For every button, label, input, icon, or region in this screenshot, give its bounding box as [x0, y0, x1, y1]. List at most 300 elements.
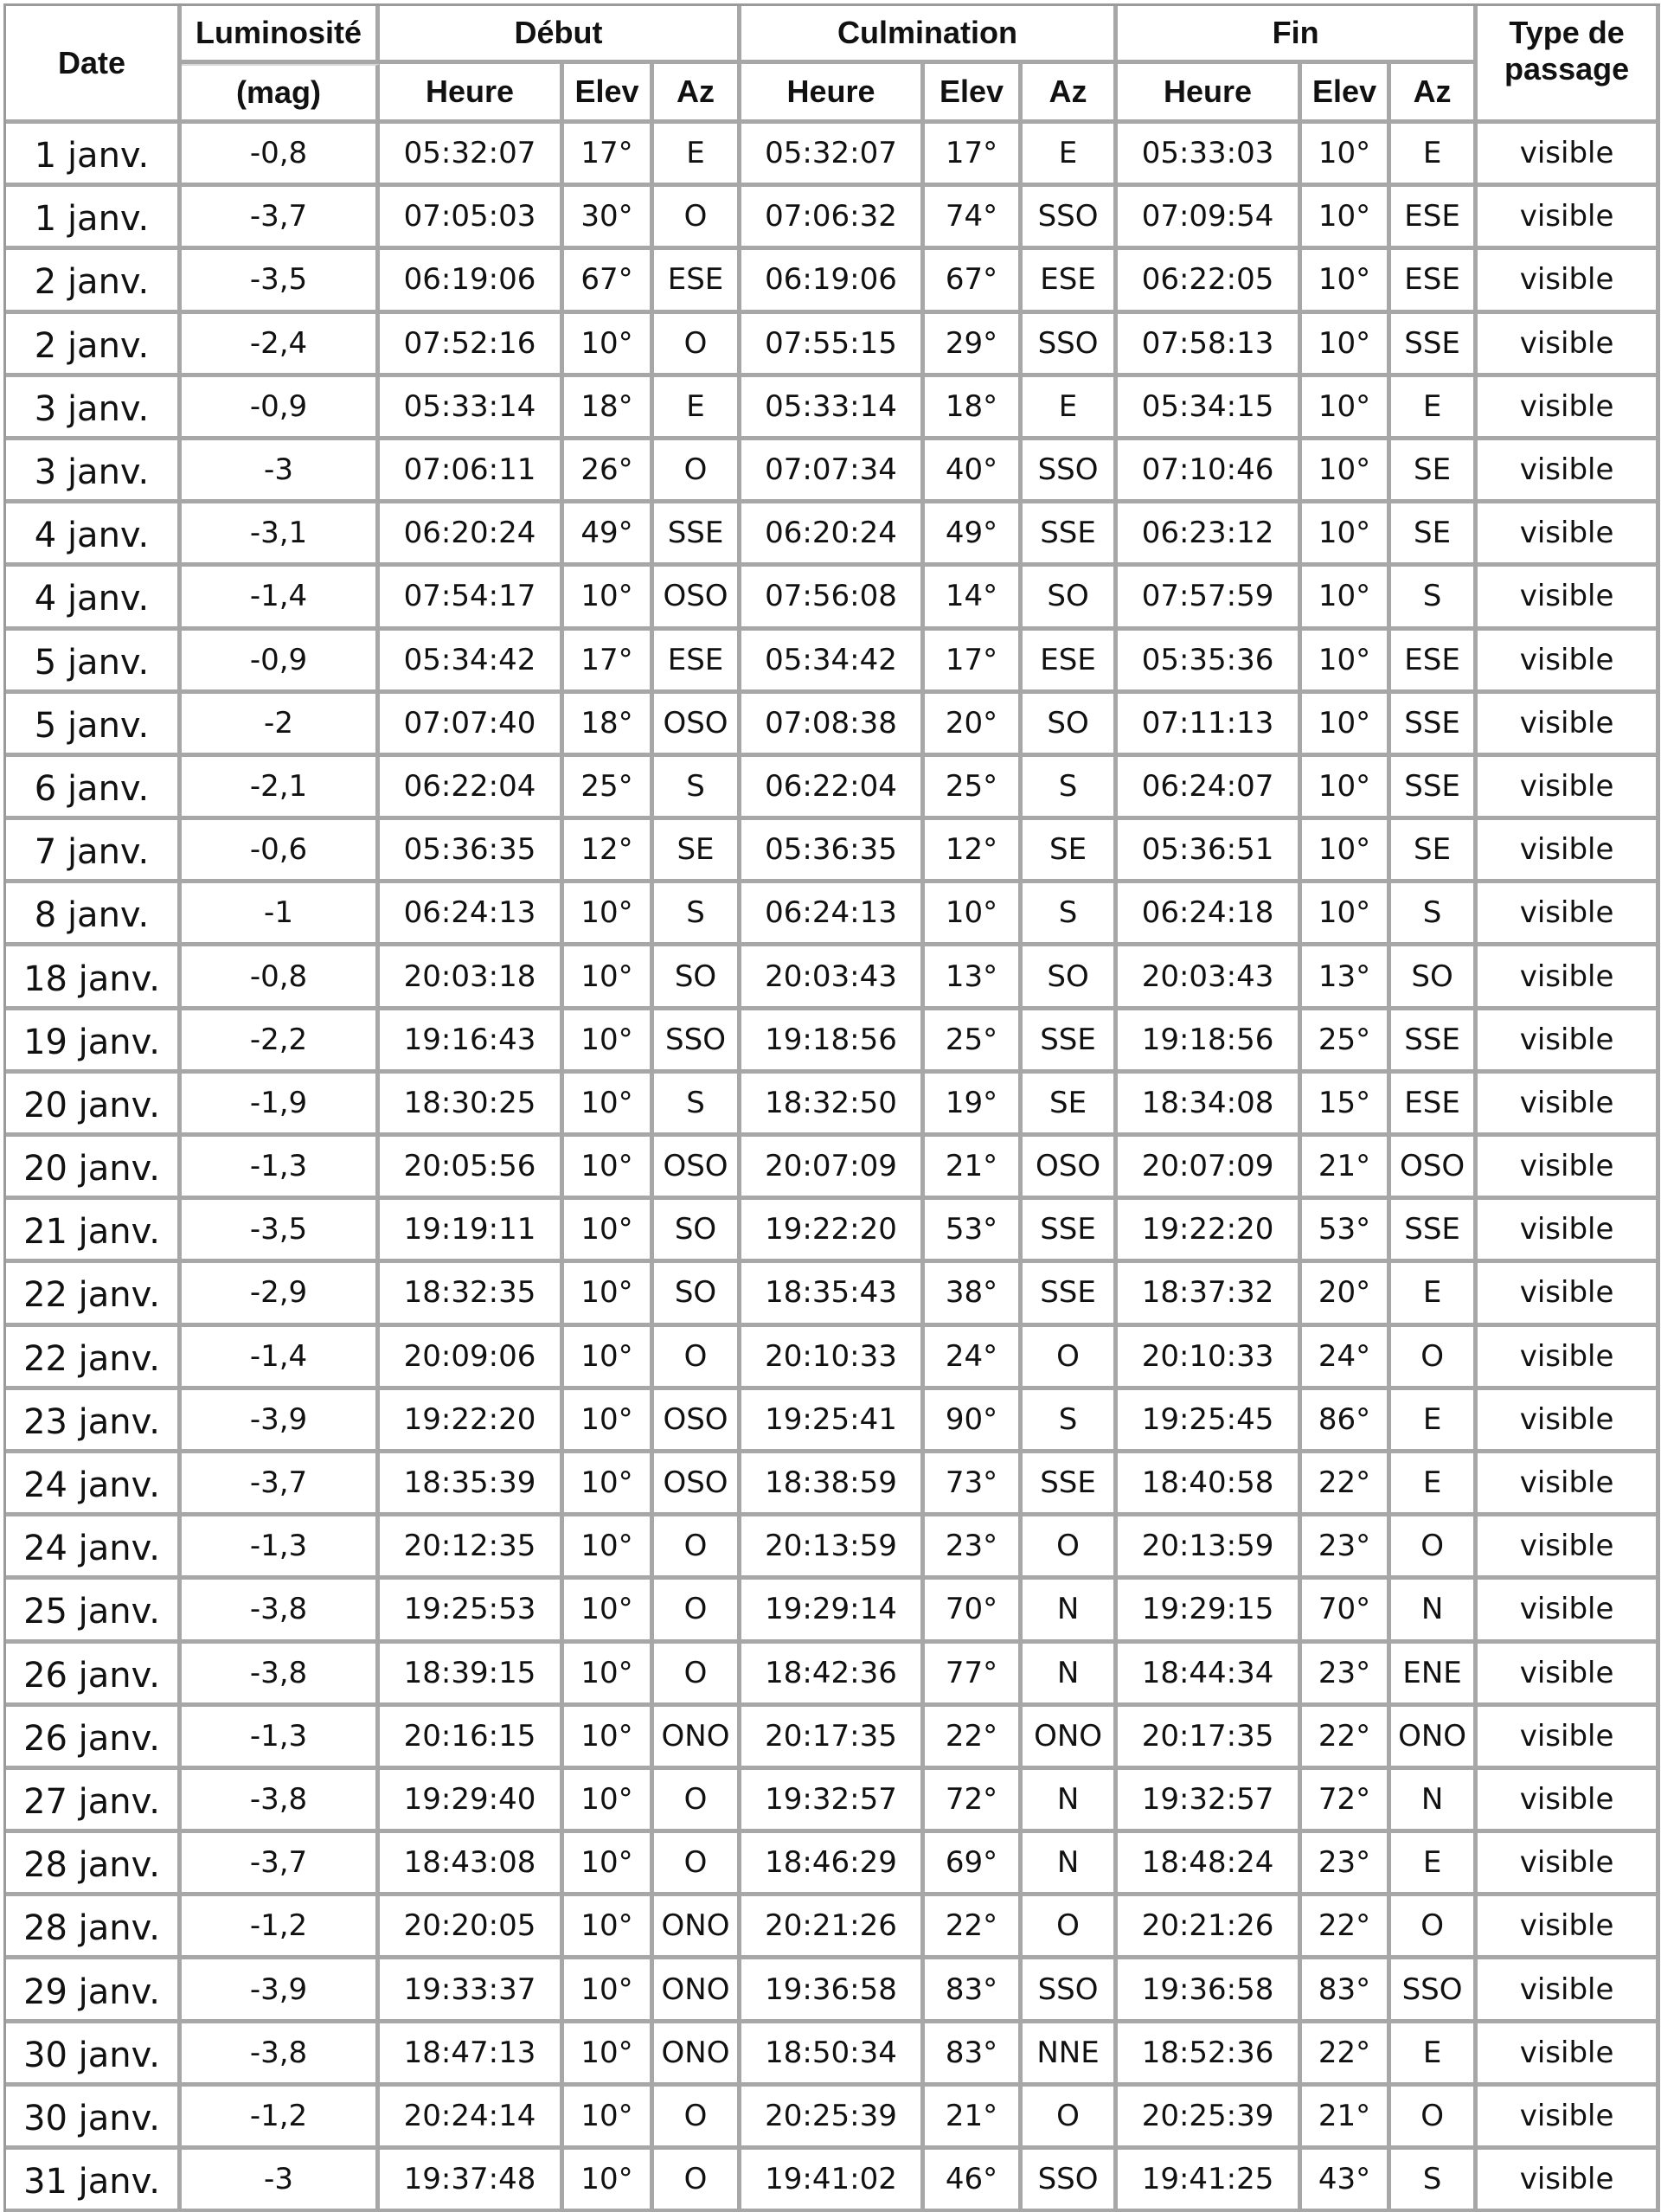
- table-row: [6, 250, 1660, 313]
- culmination-elev-cell: 19°: [925, 1074, 1023, 1137]
- debut-heure-cell: 20:03:18: [380, 946, 564, 1010]
- debut-az-cell: ONO: [654, 1959, 741, 2023]
- debut-heure-cell: 19:25:53: [380, 1580, 564, 1643]
- debut-elev-cell: 10°: [564, 1833, 654, 1896]
- table-row: [6, 2150, 1660, 2212]
- debut-az-cell: O: [654, 1580, 741, 1643]
- type-passage-cell: visible: [1478, 1580, 1660, 1643]
- debut-elev-cell: 10°: [564, 883, 654, 946]
- debut-az-cell: OSO: [654, 1390, 741, 1453]
- luminosity-cell: -1,2: [182, 1896, 380, 1959]
- fin-heure-cell: 18:44:34: [1118, 1644, 1302, 1707]
- luminosity-cell: -1,2: [182, 2087, 380, 2150]
- fin-az-cell: SE: [1391, 820, 1478, 883]
- culmination-heure-cell: 06:20:24: [741, 503, 925, 567]
- fin-elev-cell: 22°: [1302, 1453, 1391, 1516]
- debut-heure-cell: 18:30:25: [380, 1074, 564, 1137]
- culmination-az-cell: ESE: [1023, 631, 1118, 694]
- table-row: [6, 1200, 1660, 1263]
- fin-az-cell: ESE: [1391, 250, 1478, 313]
- header-culmination-az: Az: [1023, 64, 1118, 124]
- type-passage-cell: visible: [1478, 820, 1660, 883]
- culmination-az-cell: ONO: [1023, 1707, 1118, 1770]
- debut-az-cell: ONO: [654, 2023, 741, 2087]
- debut-heure-cell: 07:52:16: [380, 314, 564, 377]
- fin-elev-cell: 22°: [1302, 2023, 1391, 2087]
- table-row: [6, 883, 1660, 946]
- fin-heure-cell: 05:34:15: [1118, 377, 1302, 440]
- fin-elev-cell: 13°: [1302, 946, 1391, 1010]
- debut-az-cell: O: [654, 1833, 741, 1896]
- table-row: [6, 1896, 1660, 1959]
- date-cell: 5 janv.: [6, 631, 182, 694]
- header-date: Date: [6, 6, 182, 124]
- debut-heure-cell: 06:22:04: [380, 757, 564, 820]
- fin-elev-cell: 10°: [1302, 314, 1391, 377]
- fin-elev-cell: 10°: [1302, 440, 1391, 503]
- fin-az-cell: E: [1391, 377, 1478, 440]
- luminosity-cell: -3,7: [182, 1833, 380, 1896]
- date-cell: 7 janv.: [6, 820, 182, 883]
- header-row-subcolumns: [6, 64, 1660, 124]
- debut-elev-cell: 18°: [564, 694, 654, 757]
- luminosity-cell: -2: [182, 694, 380, 757]
- culmination-az-cell: SO: [1023, 567, 1118, 630]
- debut-elev-cell: 25°: [564, 757, 654, 820]
- fin-heure-cell: 20:25:39: [1118, 2087, 1302, 2150]
- luminosity-cell: -3,1: [182, 503, 380, 567]
- luminosity-cell: -2,1: [182, 757, 380, 820]
- type-passage-cell: visible: [1478, 1516, 1660, 1580]
- table-row: [6, 1959, 1660, 2023]
- debut-az-cell: O: [654, 1327, 741, 1390]
- fin-elev-cell: 43°: [1302, 2150, 1391, 2212]
- type-passage-cell: visible: [1478, 1453, 1660, 1516]
- culmination-heure-cell: 18:50:34: [741, 2023, 925, 2087]
- debut-heure-cell: 20:16:15: [380, 1707, 564, 1770]
- fin-heure-cell: 07:10:46: [1118, 440, 1302, 503]
- luminosity-cell: -0,8: [182, 946, 380, 1010]
- debut-az-cell: SO: [654, 1263, 741, 1326]
- debut-elev-cell: 17°: [564, 631, 654, 694]
- fin-heure-cell: 07:11:13: [1118, 694, 1302, 757]
- header-culmination: Culmination: [741, 6, 1118, 64]
- culmination-az-cell: OSO: [1023, 1137, 1118, 1200]
- culmination-az-cell: ESE: [1023, 250, 1118, 313]
- table-row: [6, 946, 1660, 1010]
- fin-az-cell: N: [1391, 1770, 1478, 1833]
- table-row: [6, 567, 1660, 630]
- table-row: [6, 1644, 1660, 1707]
- debut-az-cell: O: [654, 440, 741, 503]
- culmination-elev-cell: 21°: [925, 2087, 1023, 2150]
- debut-az-cell: ONO: [654, 1707, 741, 1770]
- culmination-elev-cell: 40°: [925, 440, 1023, 503]
- fin-heure-cell: 19:29:15: [1118, 1580, 1302, 1643]
- header-debut-az: Az: [654, 64, 741, 124]
- date-cell: 6 janv.: [6, 757, 182, 820]
- date-cell: 4 janv.: [6, 503, 182, 567]
- debut-az-cell: ESE: [654, 250, 741, 313]
- fin-heure-cell: 07:57:59: [1118, 567, 1302, 630]
- culmination-elev-cell: 29°: [925, 314, 1023, 377]
- debut-heure-cell: 19:19:11: [380, 1200, 564, 1263]
- fin-elev-cell: 24°: [1302, 1327, 1391, 1390]
- luminosity-cell: -3,5: [182, 1200, 380, 1263]
- culmination-elev-cell: 83°: [925, 1959, 1023, 2023]
- luminosity-cell: -3,8: [182, 1580, 380, 1643]
- fin-heure-cell: 06:22:05: [1118, 250, 1302, 313]
- date-cell: 28 janv.: [6, 1896, 182, 1959]
- culmination-heure-cell: 05:36:35: [741, 820, 925, 883]
- debut-az-cell: ONO: [654, 1896, 741, 1959]
- culmination-elev-cell: 10°: [925, 883, 1023, 946]
- fin-az-cell: O: [1391, 1327, 1478, 1390]
- table-row: [6, 503, 1660, 567]
- fin-elev-cell: 10°: [1302, 757, 1391, 820]
- debut-heure-cell: 18:35:39: [380, 1453, 564, 1516]
- type-passage-cell: visible: [1478, 314, 1660, 377]
- fin-heure-cell: 20:17:35: [1118, 1707, 1302, 1770]
- luminosity-cell: -3,8: [182, 1644, 380, 1707]
- culmination-elev-cell: 21°: [925, 1137, 1023, 1200]
- fin-heure-cell: 07:09:54: [1118, 187, 1302, 250]
- debut-az-cell: ESE: [654, 631, 741, 694]
- date-cell: 20 janv.: [6, 1137, 182, 1200]
- culmination-heure-cell: 18:35:43: [741, 1263, 925, 1326]
- table-row: [6, 314, 1660, 377]
- debut-heure-cell: 19:22:20: [380, 1390, 564, 1453]
- culmination-az-cell: N: [1023, 1644, 1118, 1707]
- table-row: [6, 1137, 1660, 1200]
- culmination-elev-cell: 17°: [925, 124, 1023, 187]
- date-cell: 8 janv.: [6, 883, 182, 946]
- culmination-heure-cell: 19:41:02: [741, 2150, 925, 2212]
- culmination-az-cell: SSE: [1023, 503, 1118, 567]
- fin-elev-cell: 21°: [1302, 2087, 1391, 2150]
- fin-heure-cell: 18:34:08: [1118, 1074, 1302, 1137]
- header-fin-heure: Heure: [1118, 64, 1302, 124]
- date-cell: 31 janv.: [6, 2150, 182, 2212]
- luminosity-cell: -3: [182, 440, 380, 503]
- fin-az-cell: OSO: [1391, 1137, 1478, 1200]
- culmination-az-cell: SSE: [1023, 1010, 1118, 1074]
- type-passage-cell: visible: [1478, 2023, 1660, 2087]
- culmination-elev-cell: 73°: [925, 1453, 1023, 1516]
- date-cell: 3 janv.: [6, 377, 182, 440]
- culmination-elev-cell: 20°: [925, 694, 1023, 757]
- debut-az-cell: SSE: [654, 503, 741, 567]
- debut-heure-cell: 20:05:56: [380, 1137, 564, 1200]
- culmination-az-cell: O: [1023, 1516, 1118, 1580]
- date-cell: 24 janv.: [6, 1453, 182, 1516]
- fin-elev-cell: 10°: [1302, 503, 1391, 567]
- date-cell: 20 janv.: [6, 1074, 182, 1137]
- luminosity-cell: -0,8: [182, 124, 380, 187]
- date-cell: 22 janv.: [6, 1263, 182, 1326]
- fin-az-cell: SSE: [1391, 757, 1478, 820]
- culmination-az-cell: O: [1023, 1896, 1118, 1959]
- table-row: [6, 440, 1660, 503]
- debut-elev-cell: 10°: [564, 1074, 654, 1137]
- date-cell: 1 janv.: [6, 124, 182, 187]
- fin-elev-cell: 10°: [1302, 567, 1391, 630]
- date-cell: 27 janv.: [6, 1770, 182, 1833]
- debut-heure-cell: 07:54:17: [380, 567, 564, 630]
- culmination-elev-cell: 72°: [925, 1770, 1023, 1833]
- luminosity-cell: -2,2: [182, 1010, 380, 1074]
- culmination-heure-cell: 07:07:34: [741, 440, 925, 503]
- debut-heure-cell: 07:06:11: [380, 440, 564, 503]
- header-fin: Fin: [1118, 6, 1478, 64]
- debut-heure-cell: 19:16:43: [380, 1010, 564, 1074]
- debut-heure-cell: 19:29:40: [380, 1770, 564, 1833]
- table-row: [6, 1074, 1660, 1137]
- debut-elev-cell: 30°: [564, 187, 654, 250]
- culmination-heure-cell: 19:29:14: [741, 1580, 925, 1643]
- culmination-heure-cell: 20:10:33: [741, 1327, 925, 1390]
- culmination-az-cell: N: [1023, 1580, 1118, 1643]
- debut-az-cell: OSO: [654, 1137, 741, 1200]
- fin-elev-cell: 86°: [1302, 1390, 1391, 1453]
- debut-heure-cell: 19:33:37: [380, 1959, 564, 2023]
- table-row: [6, 1010, 1660, 1074]
- date-cell: 23 janv.: [6, 1390, 182, 1453]
- debut-elev-cell: 10°: [564, 946, 654, 1010]
- fin-elev-cell: 10°: [1302, 124, 1391, 187]
- culmination-elev-cell: 67°: [925, 250, 1023, 313]
- debut-heure-cell: 05:33:14: [380, 377, 564, 440]
- luminosity-cell: -3,9: [182, 1959, 380, 2023]
- fin-elev-cell: 25°: [1302, 1010, 1391, 1074]
- fin-az-cell: S: [1391, 567, 1478, 630]
- fin-elev-cell: 10°: [1302, 377, 1391, 440]
- debut-elev-cell: 10°: [564, 1770, 654, 1833]
- fin-heure-cell: 19:22:20: [1118, 1200, 1302, 1263]
- fin-elev-cell: 21°: [1302, 1137, 1391, 1200]
- debut-heure-cell: 20:20:05: [380, 1896, 564, 1959]
- fin-heure-cell: 18:40:58: [1118, 1453, 1302, 1516]
- fin-elev-cell: 10°: [1302, 883, 1391, 946]
- culmination-heure-cell: 19:25:41: [741, 1390, 925, 1453]
- debut-heure-cell: 07:07:40: [380, 694, 564, 757]
- culmination-elev-cell: 70°: [925, 1580, 1023, 1643]
- fin-az-cell: N: [1391, 1580, 1478, 1643]
- culmination-heure-cell: 19:22:20: [741, 1200, 925, 1263]
- date-cell: 2 janv.: [6, 314, 182, 377]
- date-cell: 18 janv.: [6, 946, 182, 1010]
- debut-elev-cell: 10°: [564, 2087, 654, 2150]
- type-passage-cell: visible: [1478, 757, 1660, 820]
- table-row: [6, 1770, 1660, 1833]
- fin-heure-cell: 20:03:43: [1118, 946, 1302, 1010]
- culmination-az-cell: E: [1023, 377, 1118, 440]
- fin-az-cell: SE: [1391, 503, 1478, 567]
- luminosity-cell: -0,6: [182, 820, 380, 883]
- culmination-az-cell: SE: [1023, 1074, 1118, 1137]
- fin-elev-cell: 70°: [1302, 1580, 1391, 1643]
- debut-elev-cell: 10°: [564, 1390, 654, 1453]
- table-row: [6, 377, 1660, 440]
- fin-az-cell: SE: [1391, 440, 1478, 503]
- fin-elev-cell: 22°: [1302, 1707, 1391, 1770]
- debut-az-cell: E: [654, 377, 741, 440]
- fin-heure-cell: 20:13:59: [1118, 1516, 1302, 1580]
- culmination-heure-cell: 18:32:50: [741, 1074, 925, 1137]
- fin-elev-cell: 53°: [1302, 1200, 1391, 1263]
- fin-az-cell: SSE: [1391, 1200, 1478, 1263]
- debut-elev-cell: 12°: [564, 820, 654, 883]
- debut-heure-cell: 18:32:35: [380, 1263, 564, 1326]
- debut-heure-cell: 06:20:24: [380, 503, 564, 567]
- type-passage-cell: visible: [1478, 694, 1660, 757]
- culmination-az-cell: S: [1023, 757, 1118, 820]
- culmination-elev-cell: 22°: [925, 1707, 1023, 1770]
- fin-az-cell: ENE: [1391, 1644, 1478, 1707]
- fin-az-cell: O: [1391, 2087, 1478, 2150]
- luminosity-cell: -0,9: [182, 377, 380, 440]
- fin-az-cell: SSE: [1391, 694, 1478, 757]
- debut-heure-cell: 20:12:35: [380, 1516, 564, 1580]
- debut-az-cell: O: [654, 1516, 741, 1580]
- culmination-heure-cell: 19:32:57: [741, 1770, 925, 1833]
- culmination-heure-cell: 20:21:26: [741, 1896, 925, 1959]
- culmination-elev-cell: 25°: [925, 757, 1023, 820]
- luminosity-cell: -1,9: [182, 1074, 380, 1137]
- date-cell: 1 janv.: [6, 187, 182, 250]
- type-passage-cell: visible: [1478, 631, 1660, 694]
- type-passage-cell: visible: [1478, 124, 1660, 187]
- culmination-az-cell: S: [1023, 883, 1118, 946]
- fin-az-cell: E: [1391, 1263, 1478, 1326]
- luminosity-cell: -3,7: [182, 1453, 380, 1516]
- fin-elev-cell: 23°: [1302, 1516, 1391, 1580]
- debut-elev-cell: 10°: [564, 2150, 654, 2212]
- fin-az-cell: ESE: [1391, 1074, 1478, 1137]
- table-row: [6, 820, 1660, 883]
- culmination-heure-cell: 20:07:09: [741, 1137, 925, 1200]
- date-cell: 28 janv.: [6, 1833, 182, 1896]
- fin-heure-cell: 06:24:18: [1118, 883, 1302, 946]
- header-fin-elev: Elev: [1302, 64, 1391, 124]
- luminosity-cell: -1,3: [182, 1137, 380, 1200]
- date-cell: 22 janv.: [6, 1327, 182, 1390]
- debut-elev-cell: 17°: [564, 124, 654, 187]
- fin-heure-cell: 07:58:13: [1118, 314, 1302, 377]
- fin-az-cell: O: [1391, 1516, 1478, 1580]
- table-row: [6, 757, 1660, 820]
- fin-elev-cell: 23°: [1302, 1644, 1391, 1707]
- culmination-elev-cell: 77°: [925, 1644, 1023, 1707]
- type-passage-cell: visible: [1478, 1770, 1660, 1833]
- header-culmination-elev: Elev: [925, 64, 1023, 124]
- luminosity-cell: -1: [182, 883, 380, 946]
- type-passage-cell: visible: [1478, 503, 1660, 567]
- date-cell: 25 janv.: [6, 1580, 182, 1643]
- culmination-az-cell: S: [1023, 1390, 1118, 1453]
- debut-heure-cell: 19:37:48: [380, 2150, 564, 2212]
- culmination-heure-cell: 20:17:35: [741, 1707, 925, 1770]
- fin-heure-cell: 05:33:03: [1118, 124, 1302, 187]
- debut-az-cell: SO: [654, 1200, 741, 1263]
- passes-table: [3, 3, 1660, 2212]
- debut-az-cell: S: [654, 1074, 741, 1137]
- type-passage-cell: visible: [1478, 2087, 1660, 2150]
- debut-az-cell: S: [654, 883, 741, 946]
- date-cell: 26 janv.: [6, 1707, 182, 1770]
- culmination-az-cell: N: [1023, 1770, 1118, 1833]
- table-row: [6, 1707, 1660, 1770]
- debut-elev-cell: 10°: [564, 567, 654, 630]
- debut-elev-cell: 67°: [564, 250, 654, 313]
- debut-elev-cell: 18°: [564, 377, 654, 440]
- luminosity-cell: -1,3: [182, 1516, 380, 1580]
- fin-elev-cell: 83°: [1302, 1959, 1391, 2023]
- fin-az-cell: ONO: [1391, 1707, 1478, 1770]
- culmination-heure-cell: 20:03:43: [741, 946, 925, 1010]
- debut-elev-cell: 10°: [564, 1644, 654, 1707]
- luminosity-cell: -3,8: [182, 1770, 380, 1833]
- table-row: [6, 631, 1660, 694]
- type-passage-cell: visible: [1478, 567, 1660, 630]
- culmination-heure-cell: 06:22:04: [741, 757, 925, 820]
- culmination-elev-cell: 18°: [925, 377, 1023, 440]
- culmination-heure-cell: 07:06:32: [741, 187, 925, 250]
- luminosity-cell: -2,9: [182, 1263, 380, 1326]
- debut-elev-cell: 10°: [564, 314, 654, 377]
- fin-heure-cell: 19:25:45: [1118, 1390, 1302, 1453]
- culmination-az-cell: SSO: [1023, 187, 1118, 250]
- culmination-heure-cell: 19:18:56: [741, 1010, 925, 1074]
- debut-elev-cell: 10°: [564, 1453, 654, 1516]
- type-passage-cell: visible: [1478, 883, 1660, 946]
- fin-elev-cell: 20°: [1302, 1263, 1391, 1326]
- table-body: [6, 124, 1660, 2212]
- fin-elev-cell: 22°: [1302, 1896, 1391, 1959]
- fin-az-cell: SSO: [1391, 1959, 1478, 2023]
- debut-elev-cell: 10°: [564, 1896, 654, 1959]
- culmination-elev-cell: 90°: [925, 1390, 1023, 1453]
- fin-heure-cell: 20:10:33: [1118, 1327, 1302, 1390]
- type-passage-cell: visible: [1478, 1833, 1660, 1896]
- culmination-elev-cell: 25°: [925, 1010, 1023, 1074]
- culmination-heure-cell: 07:55:15: [741, 314, 925, 377]
- header-culmination-heure: Heure: [741, 64, 925, 124]
- header-luminosity-unit: (mag): [182, 64, 380, 124]
- type-passage-cell: visible: [1478, 1390, 1660, 1453]
- culmination-heure-cell: 18:46:29: [741, 1833, 925, 1896]
- culmination-elev-cell: 38°: [925, 1263, 1023, 1326]
- culmination-heure-cell: 20:13:59: [741, 1516, 925, 1580]
- date-cell: 3 janv.: [6, 440, 182, 503]
- date-cell: 26 janv.: [6, 1644, 182, 1707]
- debut-heure-cell: 20:24:14: [380, 2087, 564, 2150]
- luminosity-cell: -3,8: [182, 2023, 380, 2087]
- fin-az-cell: E: [1391, 1390, 1478, 1453]
- fin-az-cell: SSE: [1391, 314, 1478, 377]
- culmination-az-cell: E: [1023, 124, 1118, 187]
- fin-heure-cell: 05:35:36: [1118, 631, 1302, 694]
- fin-heure-cell: 06:24:07: [1118, 757, 1302, 820]
- table-row: [6, 2023, 1660, 2087]
- fin-az-cell: S: [1391, 2150, 1478, 2212]
- fin-elev-cell: 23°: [1302, 1833, 1391, 1896]
- culmination-az-cell: SSE: [1023, 1263, 1118, 1326]
- table-row: [6, 1453, 1660, 1516]
- type-passage-cell: visible: [1478, 1137, 1660, 1200]
- culmination-az-cell: O: [1023, 1327, 1118, 1390]
- header-debut-elev: Elev: [564, 64, 654, 124]
